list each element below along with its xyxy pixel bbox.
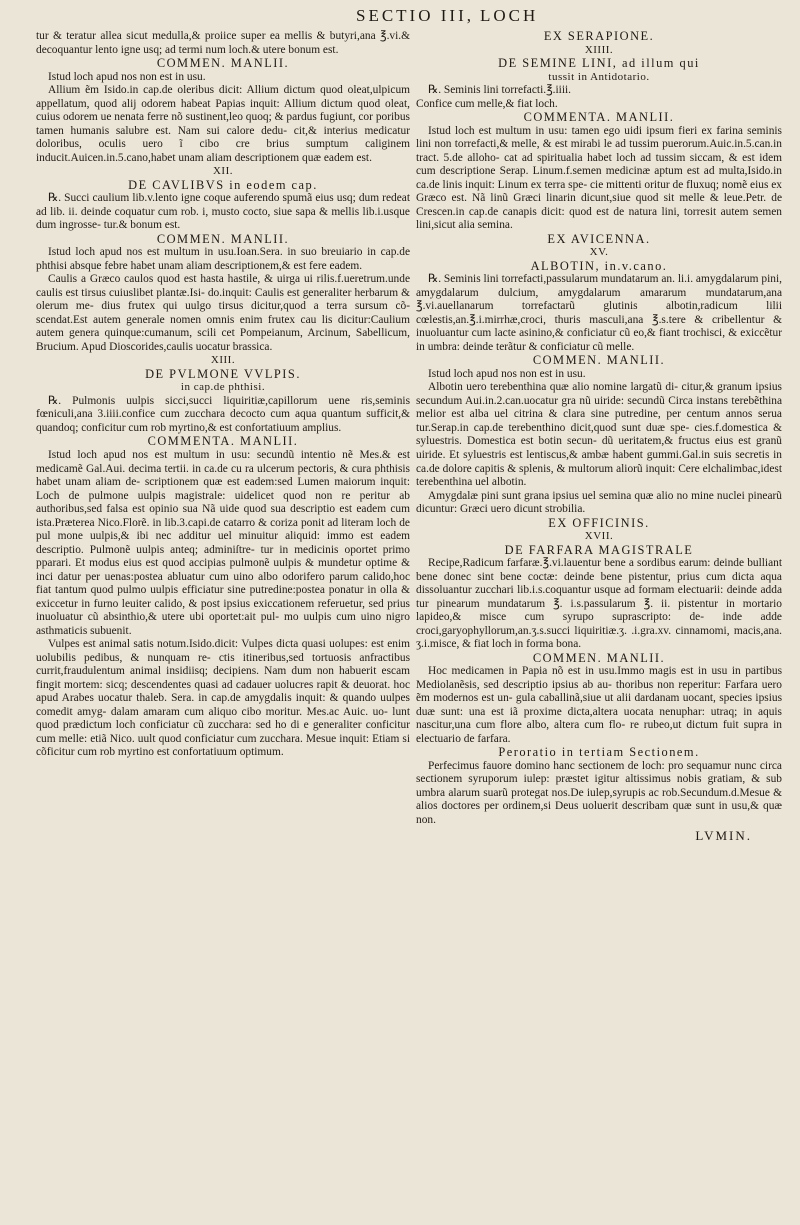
text-columns xyxy=(36,30,782,843)
text-line: tur & teratur allea sicut medulla,& proiice super ea mellis & butyri,ana ℥.vi.& decoquantur lento igne usq; ad termi num loch.& utere bonum est. xyxy=(36,30,410,56)
heading: COMMEN. MANLII. xyxy=(156,56,290,71)
running-head xyxy=(36,6,782,30)
running-head-section: SECTIO III, xyxy=(356,6,474,25)
heading: COMMENTA. MANLII. xyxy=(523,110,675,125)
subheading: XVII. xyxy=(584,530,614,543)
paragraph: Istud loch est multum in usu: tamen ego uidi ipsum fieri ex farina seminis lini non torrefacti,& melle, & est mirabi le ad tussim puerorum.Auic.in.5.can.in tract. 5.de alloho- cat ad spiritualia habet loch ad tussim siccam, & est idem cum descriptione Serap. Linum.f.semen medicinæ aptum est ad multa,Isido.in ca.de linis inquit: Linum ex terra spe- cie mittenti oritur de fluxuq; nomẽ eius ex Græco est. Nã linũ Græci linarin dicunt,siue quod sit melle & leue.Petr. de Crescen.in cap.de canapis dicit: quod est de natura lini, torresit autem semen lini,sicut alia semina. xyxy=(416,124,782,232)
paragraph: Istud loch apud nos non est in usu. xyxy=(428,367,586,380)
running-head-topic: LOCH xyxy=(480,6,539,25)
paragraph: Perfecimus fauore domino hanc sectionem de loch: pro sequamur nunc circa sectionem syruporum iulep: præstet igitur altissimus nobis gratiam, & sub umbra alarum suarũ protegat nos.De iulep,syrupis ac rob.Secundum.d.Mesue & alios doctores per ordinem,si Deus uoluerit describam quæ sunt in usu,& quæ non. xyxy=(416,759,782,826)
paragraph: Istud loch apud nos non est in usu. xyxy=(48,70,206,83)
paragraph: ℞. Seminis lini torrefacti,passularum mundatarum an. li.i. amygdalarum pini, amygdalarum dulcium, amygdalarum amararum mundatarum,ana ℥.vi.auellanarum torrefactarũ glutinis albotin,radicum lilii cœlestis,an.℥.i.mirrhæ,croci, thuris masculi,ana ℥.s.tere & cribellentur & inuoluantur cum lacte asinino,& conficiatur cũ eo,& fiant trochisci, & exiccẽtur in umbra: deinde terãtur & conficiatur cũ melle. xyxy=(416,273,782,353)
catchword: LVMIN. xyxy=(695,828,752,844)
subheading: in cap.de phthisi. xyxy=(180,381,266,394)
subheading: XII. xyxy=(212,165,234,178)
paragraph: Caulis a Græco caulos quod est hasta hastile, & uirga ui rilis.f.ueretrum.unde caulis est tirsus cuiuslibet plantæ.Isi- do.inquit: Caulis est generaliter herbarum & olerum me- dius frutex qui uulgo tirsus dicitur,quod a terra sursum cõ- scendat.Est autem generale nomen omnis enim frutex cau lis dicitur:Caulium autem genera quinque:cumanum, scili cet Pompeianum, Arcinum, Sabellicum, Brucium. Apud Dioscorides,caulis uocatur brassica. xyxy=(36,273,410,353)
paragraph: Amygdalæ pini sunt grana ipsius uel semina quæ alio no mine nuclei pinearũ dicuntur: Græci uero dicunt strobilia. xyxy=(416,489,782,516)
heading: EX AVICENNA. xyxy=(547,231,651,246)
heading: EX SERAPIONE. xyxy=(543,29,655,43)
heading: COMMEN. MANLII. xyxy=(532,353,666,368)
paragraph: Hoc medicamen in Papia nõ est in usu.Immo magis est in usu in partibus Mediolanẽsis, sed descriptio ipsius ab au- thoribus non reperitur: Farfara uero ẽm modernos est un- gula caballinã,siue ut alii dardanam uocant, species ipsius duæ sunt: una est iã proxime dicta,altera uocata nenuphar: utraq; in aquis nascitur,una cum flore albo, altera cum flo- re rubeo,ut dictum fuit supra in electuario de farfara. xyxy=(416,665,782,745)
paragraph: Istud loch apud nos est multum in usu: secundũ intentio nẽ Mes.& est medicamẽ Gal.Aui. decima tertii. in ca.de cu ra ulcerum pectoris, & cura phthisis habet unam aliam de- scriptionem quæ est eadem:sed Lumen maiorum inquit: Loch de pulmone uulpis magistrale: uidelicet quod non re peritur ab authoribus,sed falsa est opinio sua Nã uide quod sua descriptio est eadem cum ista.Præterea Nico.Florẽ. in lib.3.capi.de catarro & coriza ponit ad literam loch de pul mone uulpis,& ibi nec additur uel minuitur aliquid: immo est eadem descriptio. Pulmonẽ uulpis anteq; adminiſtre- tur in medicinis oportet primo pparari. Et modus eius est quod accipias pulmonẽ uulpis & mundetur optime & inci datur per uenas:postea abluatur cum uino albo odorifero parum calido,hoc fiat tantum quod pulmo uulpis efficiatur sine putredine:postea ponatur in olla & exiccetur in furno leuiter calido, & post ipsius exiccationem referuetur, sed prius inuoluatur cũ absinthio,& utere ubi oportet:ait pul- mo uulpis cum uino nigro asthmaticis subuenit. xyxy=(36,448,410,637)
heading: DE FARFARA MAGISTRALE xyxy=(504,542,694,557)
heading: DE PVLMONE VVLPIS. xyxy=(145,366,301,381)
subheading: XIII. xyxy=(210,354,236,367)
heading: COMMENTA. MANLII. xyxy=(147,434,299,449)
heading: EX OFFICINIS. xyxy=(548,515,650,530)
subheading: XV. xyxy=(589,246,609,259)
right-column xyxy=(416,30,782,843)
subheading: XIIII. xyxy=(584,43,614,56)
heading: Peroratio in tertiam Sectionem. xyxy=(498,745,700,760)
text-line: Confice cum melle,& fiat loch. xyxy=(416,97,558,110)
heading: COMMEN. MANLII. xyxy=(532,650,666,665)
left-column xyxy=(36,30,410,843)
paragraph: Allium ẽm Isido.in cap.de oleribus dicit: Allium dictum quod oleat,ulpicum appellatum, quod alij odorem habeat Papias inquit: Allium dictum quod oleat, cuius odorem ue nenata ferre nõ sustinent,leo quoq; & pardus fugiunt, cor poribus tamen humanis salubre est. Nam sui calore dedu- cit,& interius medicatur doloribus, oculis uero ĩ cibo cre brius sumptum caliginem inducit.Auicen.in.5.cano,habet unam aliam descriptionem quæ eadem est. xyxy=(36,84,410,164)
paragraph: ℞. Succi caulium lib.v.lento igne coque auferendo spumã eius usq; dum redeat ad lib. ii. deinde coquatur cum rob. i, musto cocto, siue sapa & mellis lib.i.usque dum ingrosse- tur.& bonum est. xyxy=(36,192,410,232)
heading: DE SEMINE LINI, ad illum qui xyxy=(498,56,700,71)
paragraph: Recipe,Radicum farfaræ.℥.vi.lauentur bene a sordibus earum: deinde bulliant bene donec sint bene coctæ: deinde bene pistentur, prius cum dicta aqua dissoluantur zucchari lib.i.s.coquantur usque ad formam electuarii: deinde adda tur pinearum mundatarum ℥. i.s.passularum ℥. ii. pistentur in mortario lapideo,& misce cum syrupo suprascripto: de- inde adde croci,garyophyllorum,an.ʒ.s.succi liquiritiæ.ʒ. .i.gra.xv. cinnamomi, macis,ana. ʒ.i.misce, & fiat loch in forma bona. xyxy=(416,557,782,651)
paragraph: Albotin uero terebenthina quæ alio nomine largatũ di- citur,& granum ipsius secundum Aui.in.2.can.uocatur gra nũ uiride: secundũ Circa instans terebẽthina melior est alba uel citrina & clara sine putredine, per centum annos serua tur.Serap.in cap.de terebenthino dicit,quod sunt duæ spe- cies.f.domestica & syluestris. Domestica est botin secun- dũ ueritatem,& fructus eius est granũ uiride. Et syluestris est lentiscus,& ambæ habent gummi.Gal.in suis secretis in ca.de dolore capitis & splenis, & multorum aliorũ inquit: Cere elchalimbac,idest terebenthina uel albotin. xyxy=(416,381,782,489)
heading: COMMEN. MANLII. xyxy=(156,231,290,246)
paragraph: Istud loch apud nos est multum in usu.Ioan.Sera. in suo breuiario in cap.de phthisi absque febre habet unam aliam descriptionem,& est fere eadem. xyxy=(36,246,410,272)
paragraph: ℞. Seminis lini torrefacti.℥.iiii. xyxy=(428,84,572,97)
subheading: tussit in Antidotario. xyxy=(548,70,650,83)
paragraph: Vulpes est animal satis notum.Isido.dicit: Vulpes dicta quasi uolupes: est enim uolubilis pedibus, & nunquam re- ctis itineribus,sed tortuosis anfractibus currit,fraudulentum animal insidiisq; decipiens. Nam dum non habuerit escam fingit mortem: sicq; descendentes quasi ad cadauer uolucres rapit & deuorat. hoc apud Arabes uocatur thaleb. Sera. in cap.de amygdalis inquit: & quando uulpes comedit amyg- dalam amaram cum aliquo cibo moritur. Mes.ac Auic. uo- lunt quod prædictum loch conficiatur cũ zucchara: sed ho di e generaliter conficitur cum melle: etiã Nico. uult quod conficiatur cum zucchara. Mesue inquit: Etiam si cõficitur cum rob myrtino est confortatiuum optimum. xyxy=(36,638,410,759)
paragraph: ℞. Pulmonis uulpis sicci,succi liquiritiæ,capillorum uene ris,seminis fœniculi,ana 3.iiii.confice cum zucchara decocto cum aqua quantum sufficit,& quandoq; conficitur cum rob myrtino,& est confortatiuum amplius. xyxy=(36,394,410,434)
heading: DE CAVLIBVS in eodem cap. xyxy=(128,177,318,192)
heading: ALBOTIN, in.v.cano. xyxy=(530,258,668,273)
